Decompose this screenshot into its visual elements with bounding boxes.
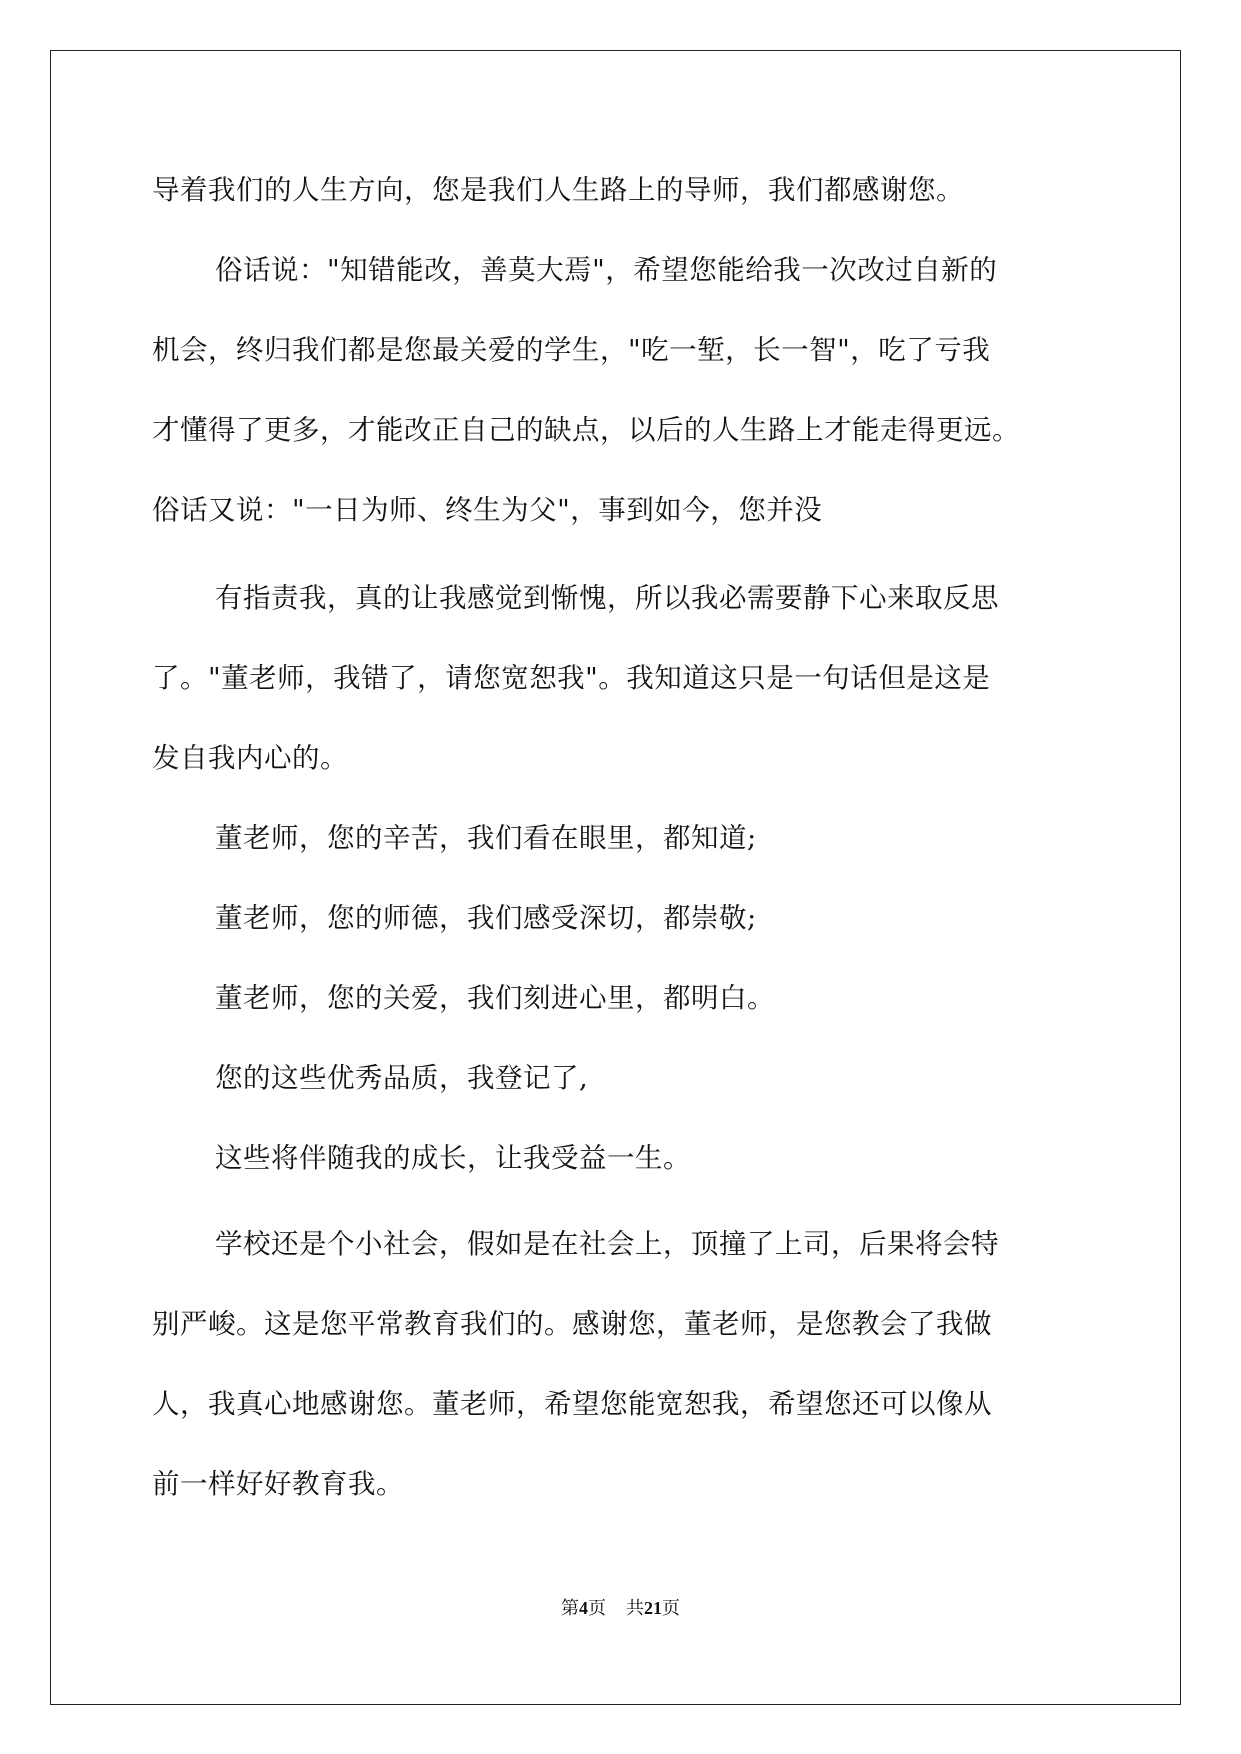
text-line: 学校还是个小社会，假如是在社会上，顶撞了上司，后果将会特 <box>215 1228 999 1260</box>
text-line: 您的这些优秀品质，我登记了, <box>215 1062 589 1094</box>
text-line: 了。"董老师，我错了，请您宽恕我"。我知道这只是一句话但是这是 <box>152 662 991 694</box>
text-line: 别严峻。这是您平常教育我们的。感谢您，董老师，是您教会了我做 <box>152 1308 992 1340</box>
text-line: 机会，终归我们都是您最关爱的学生，"吃一堑，长一智"，吃了亏我 <box>152 334 991 366</box>
text-line: 发自我内心的。 <box>152 742 348 774</box>
total-pages: 21 <box>644 1598 662 1618</box>
total-prefix: 共 <box>626 1598 644 1618</box>
page-prefix: 第 <box>561 1598 579 1618</box>
text-line: 俗话又说："一日为师、终生为父"，事到如今，您并没 <box>152 494 823 526</box>
page-footer <box>0 1594 1241 1620</box>
text-line: 才懂得了更多，才能改正自己的缺点，以后的人生路上才能走得更远。 <box>152 414 1020 446</box>
page-suffix: 页 <box>588 1598 606 1618</box>
text-line: 董老师，您的关爱，我们刻进心里，都明白。 <box>215 982 775 1014</box>
text-line: 人，我真心地感谢您。董老师，希望您能宽恕我，希望您还可以像从 <box>152 1388 992 1420</box>
total-suffix: 页 <box>662 1598 680 1618</box>
text-line: 俗话说："知错能改，善莫大焉"，希望您能给我一次改过自新的 <box>215 254 998 286</box>
text-line: 这些将伴随我的成长，让我受益一生。 <box>215 1142 691 1174</box>
text-line: 前一样好好教育我。 <box>152 1468 404 1500</box>
page-border <box>50 50 1181 1705</box>
text-line: 导着我们的人生方向，您是我们人生路上的导师，我们都感谢您。 <box>152 174 964 206</box>
text-line: 董老师，您的辛苦，我们看在眼里，都知道; <box>215 822 757 854</box>
text-line: 董老师，您的师德，我们感受深切，都崇敬; <box>215 902 757 934</box>
text-line: 有指责我，真的让我感觉到惭愧，所以我必需要静下心来取反思 <box>215 582 999 614</box>
page-number: 4 <box>579 1598 588 1618</box>
